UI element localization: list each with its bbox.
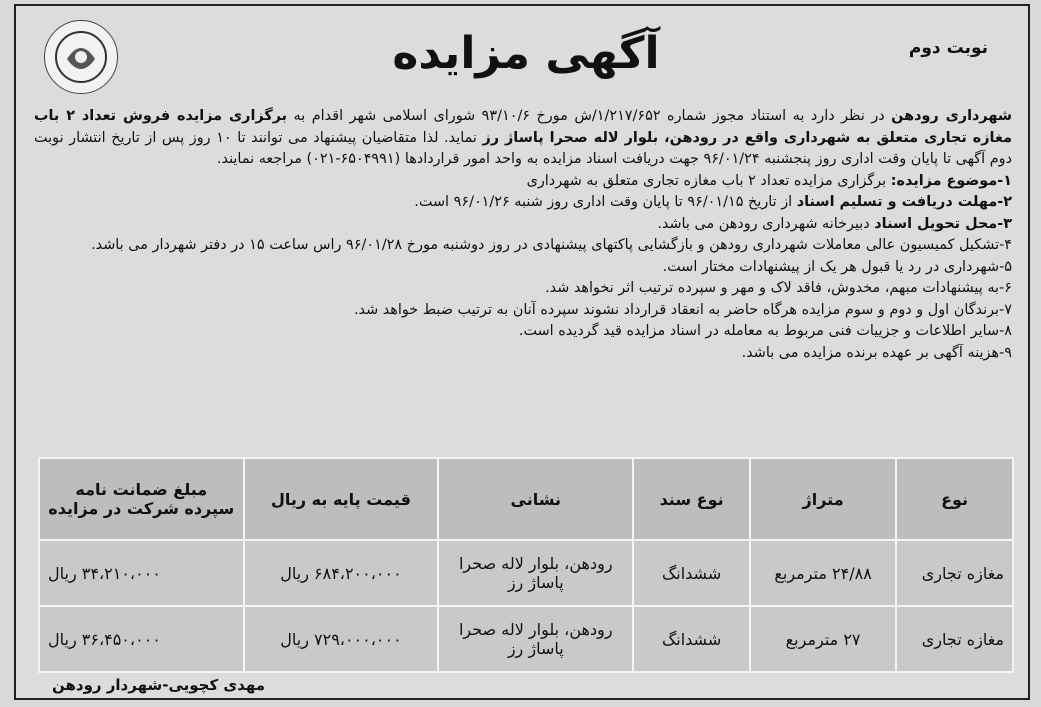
table-cell: ۷۲۹،۰۰۰،۰۰۰ ریال	[244, 606, 439, 672]
table-header: نوع سند	[633, 458, 750, 540]
item-2	[34, 192, 1012, 214]
item-1-text: برگزاری مزایده تعداد ۲ باب مغازه تجاری متعلق به شهرداری	[526, 172, 891, 189]
item-3-text: دبیرخانه شهرداری رودهن می باشد.	[657, 215, 875, 232]
item-3-label: ۳-محل تحویل اسناد	[874, 215, 1012, 232]
item-7-text: ۷-برندگان اول و دوم و سوم مزایده هرگاه حاضر به انعقاد قرارداد نشوند سپرده آنان به ترتیب ضبط خواهد شد.	[353, 301, 1012, 318]
notice-body	[34, 106, 1012, 364]
municipality-logo	[44, 20, 118, 94]
table-header: نشانی	[438, 458, 633, 540]
signature: مهدی کچویی-شهردار رودهن	[52, 676, 266, 694]
item-4-text: ۴-تشکیل کمیسیون عالی معاملات شهرداری رودهن و بازگشایی پاکتهای پیشنهادی در روز دوشنبه مورخ ۹۶/۰۱/۲۸ راس ساعت ۱۵ در دفتر شهردار می باشد.	[91, 237, 1012, 253]
item-7	[34, 300, 1012, 322]
item-3	[34, 214, 1012, 236]
item-2-text: از تاریخ ۹۶/۰۱/۱۵ تا پایان وقت اداری روز شنبه ۹۶/۰۱/۲۶ است.	[414, 194, 797, 210]
table-cell: ۲۷ مترمربع	[750, 606, 896, 672]
table-cell: مغازه تجاری	[896, 540, 1013, 606]
intro-bold: برگزاری مزایده فروش تعداد ۲ باب مغازه تجاری متعلق به شهرداری واقع در رودهن، بلوار لاله صحرا پاساژ رز	[34, 108, 1012, 146]
item-4	[34, 235, 1012, 257]
item-1	[34, 171, 1012, 193]
table-row	[39, 540, 1013, 606]
table-header: نوع	[896, 458, 1013, 540]
item-8	[34, 321, 1012, 343]
item-2-label: ۲-مهلت دریافت و تسلیم اسناد	[796, 194, 1012, 210]
item-9	[34, 343, 1012, 365]
notice-title: آگهی مزایده	[392, 28, 660, 79]
intro-lead: شهرداری رودهن	[891, 108, 1013, 124]
intro-paragraph	[34, 106, 1012, 171]
table-cell: ۶۸۴،۲۰۰،۰۰۰ ریال	[244, 540, 439, 606]
table-header: متراژ	[750, 458, 896, 540]
table-cell: مغازه تجاری	[896, 606, 1013, 672]
table-header-row	[39, 458, 1013, 540]
item-6	[34, 278, 1012, 300]
intro-text-1: در نظر دارد به استناد مجوز شماره ۱/۲۱۷/۶۵۲/ش مورخ ۹۳/۱۰/۶ شورای اسلامی شهر اقدام به	[287, 108, 892, 124]
table-row	[39, 606, 1013, 672]
item-8-text: ۸-سایر اطلاعات و جزییات فنی مربوط به معامله در اسناد مزایده قید گردیده است.	[518, 323, 1012, 339]
emblem-icon	[53, 29, 109, 85]
table-cell: رودهن، بلوار لاله صحرا پاساژ رز	[438, 606, 633, 672]
item-6-text: ۶-به پیشنهادات مبهم، مخدوش، فاقد لاک و مهر و سپرده ترتیب اثر نخواهد شد.	[545, 280, 1012, 296]
table-cell: رودهن، بلوار لاله صحرا پاساژ رز	[438, 540, 633, 606]
item-1-label: ۱-موضوع مزایده:	[890, 172, 1012, 189]
table-cell: ۲۴/۸۸ مترمربع	[750, 540, 896, 606]
notice-page	[14, 4, 1030, 700]
edition-label: نوبت دوم	[908, 38, 988, 58]
item-5	[34, 257, 1012, 279]
item-9-text: ۹-هزینه آگهی بر عهده برنده مزایده می باشد.	[741, 344, 1012, 361]
table-cell: ۳۶،۴۵۰،۰۰۰ ریال	[39, 606, 244, 672]
table-cell: ۳۴،۲۱۰،۰۰۰ ریال	[39, 540, 244, 606]
intro-text-2: نماید. لذا متقاضیان پیشنهاد می توانند تا ۱۰ روز پس از تاریخ انتشار نوبت دوم آگهی تا پایان وقت اداری روز پنجشنبه ۹۶/۰۱/۲۴ جهت دریافت اسناد مزایده به واحد امور قراردادها (۶۵۰۴۹۹۱-۰۲۱) مراجعه نمایند.	[34, 129, 1012, 167]
table-cell: ششدانگ	[633, 540, 750, 606]
table-header: مبلغ ضمانت نامه سپرده شرکت در مزایده	[39, 458, 244, 540]
table-cell: ششدانگ	[633, 606, 750, 672]
table-header: قیمت پایه به ریال	[244, 458, 439, 540]
item-5-text: ۵-شهرداری در رد یا قبول هر یک از پیشنهادات مختار است.	[662, 258, 1012, 275]
shops-table	[38, 457, 1014, 673]
